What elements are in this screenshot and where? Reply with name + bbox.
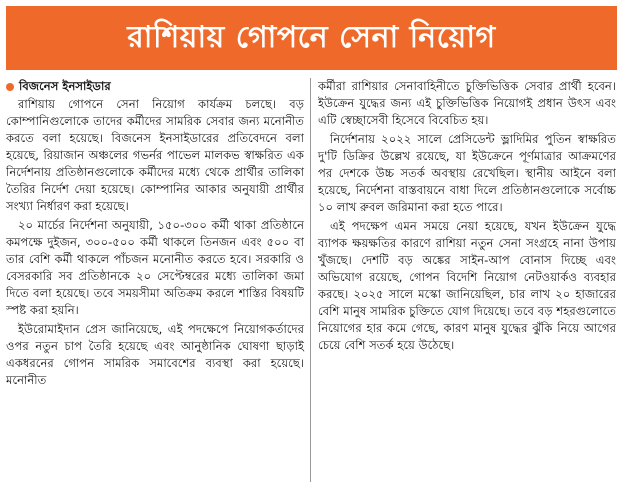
paragraph: কর্মীরা রাশিয়ার সেনাবাহিনীতে চুক্তিভিত্তিক সেবার প্রার্থী হবেন। ইউক্রেন যুদ্ধের জন্য এই চুক্তিভিত্তিক নিয়োগই প্রধান উৎস এবং এটি স্বেচ্ছাসেবী হিসেবে বিবেচিত হয়।	[318, 79, 616, 127]
right-column	[311, 78, 616, 482]
paragraph: ইউরোমাইদান প্রেস জানিয়েছে, এই পদক্ষেপে নিয়োগকর্তাদের ওপর নতুন চাপ তৈরি হয়েছে এবং আনুষ্ঠানিক ঘোষণা ছাড়াই একধরনের গোপন সামরিক সমাবেশের ব্যবস্থা করা হয়েছে। মনোনীত	[6, 322, 304, 387]
paragraph: নির্দেশনায় ২০২২ সালে প্রেসিডেন্ট ভ্লাদিমির পুতিন স্বাক্ষরিত দু'টি ডিক্রির উল্লেখ রয়েছে, যা ইউক্রেনে পূর্ণমাত্রার আক্রমণের পর দেশকে উচ্চ সতর্ক অবস্থায় রেখেছিল। স্থানীয় আইনে বলা হয়েছে, নির্দেশনা বাস্তবায়নে বাধা দিলে প্রতিষ্ঠানগুলোকে সর্বোচ্চ ১০ লাখ রুবল জরিমানা করা হতে পারে।	[318, 132, 616, 214]
bullet-icon	[6, 83, 14, 91]
left-column	[6, 78, 311, 482]
headline: রাশিয়ায় গোপনে সেনা নিয়োগ	[127, 19, 496, 55]
paragraph: রাশিয়ায় গোপনে সেনা নিয়োগ কার্যক্রম চলছে। বড় কোম্পানিগুলোকে তাদের কর্মীদের সামরিক সেবার জন্য মনোনীত করতে বলা হয়েছে। বিজনেস ইনসাইডারের প্রতিবেদনে বলা হয়েছে, রিয়াজান অঞ্চলের গভর্নর পাভেল মালকভ স্বাক্ষরিত এক নির্দেশনায় প্রতিষ্ঠানগুলোকে কর্মীদের মধ্যে থেকে প্রার্থীর তালিকা তৈরির নির্দেশ দেয়া হয়েছে। কোম্পানির আকার অনুযায়ী প্রার্থীর সংখ্যা নির্ধারণ করা হয়েছে।	[6, 97, 304, 213]
paragraph: ২০ মার্চের নির্দেশনা অনুযায়ী, ১৫০-৩০০ কর্মী থাকা প্রতিষ্ঠানে কমপক্ষে দুইজন, ৩০০-৫০০ কর্মী থাকলে তিনজন এবং ৫০০ বা তার বেশি কর্মী থাকলে পাঁচজন মনোনীত করতে হবে। সরকারি ও বেসরকারি সব প্রতিষ্ঠানকে ২০ সেপ্টেম্বরের মধ্যে তালিকা জমা দিতে বলা হয়েছে। তবে সময়সীমা অতিক্রম করলে শাস্তির বিষয়টি স্পষ্ট করা হয়নি।	[6, 218, 304, 317]
article-body	[6, 78, 617, 482]
byline	[6, 78, 304, 95]
byline-text: বিজনেস ইনসাইডার	[19, 79, 111, 93]
headline-banner	[6, 6, 617, 70]
paragraph: এই পদক্ষেপ এমন সময়ে নেয়া হয়েছে, যখন ইউক্রেন যুদ্ধে ব্যাপক ক্ষয়ক্ষতির কারণে রাশিয়া নতুন সেনা সংগ্রহে নানা উপায় খুঁজছে। দেশটি বড় অঙ্কের সাইন-আপ বোনাস দিচ্ছে এবং অভিযোগ রয়েছে, গোপন বিদেশি নিয়োগ নেটওয়ার্কও ব্যবহার করছে। ২০২৫ সালে মস্কো জানিয়েছিল, চার লাখ ২০ হাজারের বেশি মানুষ সামরিক চুক্তিতে যোগ দিয়েছে। তবে বড় শহরগুলোতে নিয়োগের হার কমে গেছে, কারণ মানুষ যুদ্ধের ঝুঁকি নিয়ে আগের চেয়ে বেশি সতর্ক হয়ে উঠেছে।	[318, 219, 616, 352]
